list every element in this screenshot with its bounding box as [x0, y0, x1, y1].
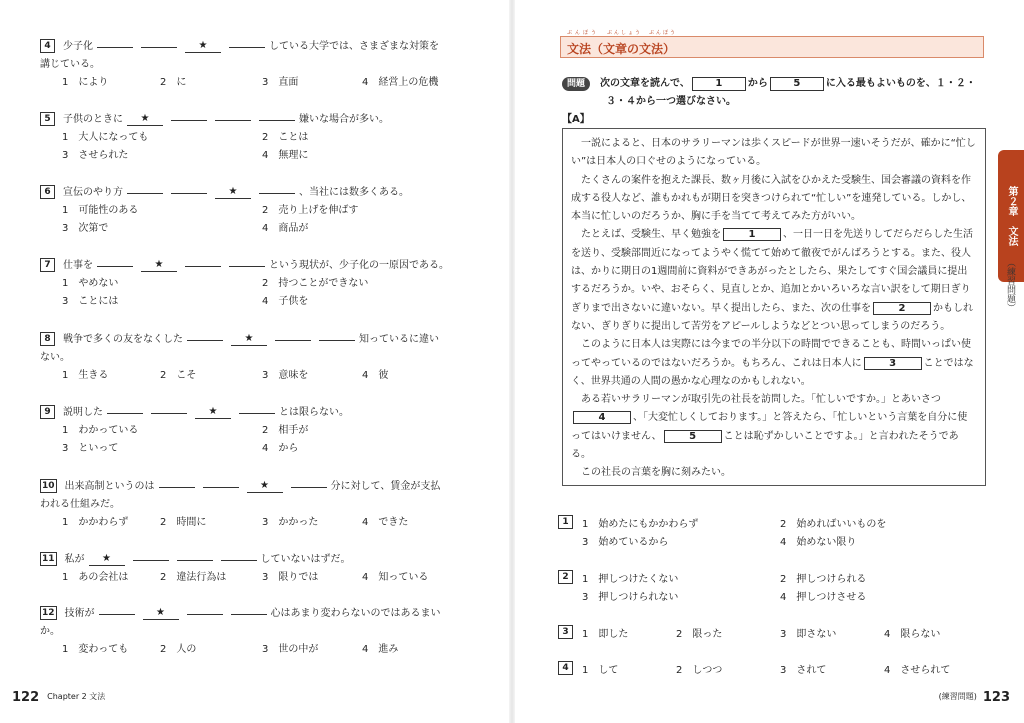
- question-11: 11 私が ★ していないはずだ。 1 あの会社は 2 違法行為は 3 限りでは 4 知っている: [40, 549, 480, 587]
- answer-blank[interactable]: [127, 182, 163, 194]
- question-number: 6: [40, 185, 55, 199]
- option[interactable]: 1 により: [62, 77, 109, 88]
- passage-blank[interactable]: 1: [723, 228, 781, 241]
- option[interactable]: 3 ことには: [62, 296, 119, 307]
- option[interactable]: 3 直面: [262, 77, 299, 88]
- options: [40, 129, 480, 147]
- options: [40, 367, 480, 385]
- options: [40, 641, 480, 659]
- option[interactable]: 4 無理に: [262, 150, 309, 161]
- option[interactable]: 1 変わっても: [62, 644, 129, 655]
- option[interactable]: 2 時間に: [160, 517, 207, 528]
- option[interactable]: 2 始めればいいものを: [780, 519, 887, 530]
- option[interactable]: 4 商品が: [262, 223, 309, 234]
- option[interactable]: 1 生きる: [62, 370, 109, 381]
- star-blank[interactable]: ★: [195, 407, 231, 419]
- option[interactable]: 4 経営上の危機: [362, 77, 439, 88]
- option[interactable]: 2 押しつけられる: [780, 574, 867, 585]
- page-footer-right: [939, 690, 1010, 705]
- answer-blank[interactable]: [239, 402, 275, 414]
- option[interactable]: 3 させられた: [62, 150, 129, 161]
- question-number: 1: [558, 515, 573, 529]
- question-5: 5 子供のときに ★ 嫌いな場合が多い。 1 大人になっても 2 ことは 3 させられた 4 無理に: [40, 109, 480, 165]
- question-10: 10 出来高制というのは ★ 分に対して、賃金が支払 われる仕組みだ。 1 かかわらず 2 時間に 3 かかった 4 できた: [40, 476, 480, 532]
- mondai-badge: 問題: [562, 77, 590, 91]
- option[interactable]: 2 こそ: [160, 370, 197, 381]
- answer-blank[interactable]: [171, 182, 207, 194]
- ruby: ぶんぽう: [567, 30, 600, 36]
- options: [40, 293, 480, 311]
- star-blank[interactable]: ★: [247, 481, 283, 493]
- option[interactable]: 1 可能性のある: [62, 205, 139, 216]
- answer-blank[interactable]: [215, 109, 251, 121]
- blank-box: 1: [692, 77, 746, 91]
- options: [40, 74, 480, 92]
- answer-blank[interactable]: [97, 36, 133, 48]
- answer-blank[interactable]: [203, 476, 239, 488]
- option[interactable]: 4 進み: [362, 644, 399, 655]
- option[interactable]: 4 させられて: [884, 665, 951, 676]
- options: [40, 202, 480, 220]
- option[interactable]: 4 彼: [362, 370, 389, 381]
- answer-blank[interactable]: [171, 109, 207, 121]
- section-title: 文法（文章の文法）: [567, 42, 676, 56]
- side-subtitle: （練習問題）: [1005, 258, 1015, 312]
- answer-blank[interactable]: [97, 255, 133, 267]
- answer-blank[interactable]: [141, 36, 177, 48]
- answer-blank[interactable]: [133, 549, 169, 561]
- star-blank[interactable]: ★: [185, 41, 221, 53]
- option[interactable]: 3 意味を: [262, 370, 309, 381]
- option[interactable]: 4 限らない: [884, 629, 941, 640]
- page-number: 123: [982, 690, 1010, 705]
- question-number: 5: [40, 112, 55, 126]
- question-7: 7 仕事を ★ という現状が、少子化の一原因である。 1 やめない 2 持つことができない 3 ことには 4 子供を: [40, 255, 480, 311]
- question-number: 11: [42, 554, 55, 564]
- answer-blank[interactable]: [229, 36, 265, 48]
- answer-blank[interactable]: [177, 549, 213, 561]
- option[interactable]: 2 持つことができない: [262, 278, 369, 289]
- option[interactable]: 3 次第で: [62, 223, 109, 234]
- option[interactable]: 2 ことは: [262, 132, 309, 143]
- option[interactable]: 4 知っている: [362, 572, 429, 583]
- question-9: 9 説明した ★ とは限らない。 1 わかっている 2 相手が 3 といって 4 から: [40, 402, 480, 458]
- section-header: [560, 30, 984, 58]
- option[interactable]: 1 大人になっても: [62, 132, 149, 143]
- answer-blank[interactable]: [99, 603, 135, 615]
- option[interactable]: 3 限りでは: [262, 572, 319, 583]
- answer-blank[interactable]: [231, 603, 267, 615]
- option[interactable]: 2 しつつ: [676, 665, 723, 676]
- question-12: 12 技術が ★ 心はあまり変わらないのではあるまい か。 1 変わっても 2 人の 3 世の中が 4 進み: [40, 603, 480, 659]
- star-blank[interactable]: ★: [143, 608, 179, 620]
- option[interactable]: 4 始めない限り: [780, 537, 857, 548]
- section-a-label: 【A】: [562, 114, 590, 125]
- option[interactable]: 1 即した: [582, 629, 629, 640]
- options: [40, 147, 480, 165]
- option[interactable]: 4 できた: [362, 517, 409, 528]
- option[interactable]: 1 やめない: [62, 278, 119, 289]
- answer-blank[interactable]: [259, 182, 295, 194]
- option[interactable]: 1 かかわらず: [62, 517, 129, 528]
- option[interactable]: 3 といって: [62, 443, 119, 454]
- passage-blank[interactable]: 3: [864, 357, 922, 370]
- options: [40, 569, 480, 587]
- question-number: 8: [40, 332, 55, 346]
- star-blank[interactable]: ★: [231, 334, 267, 346]
- option[interactable]: 1 押しつけたくない: [582, 574, 679, 585]
- question-number: 4: [558, 661, 573, 675]
- passage-blank[interactable]: 2: [873, 302, 931, 315]
- answer-blank[interactable]: [319, 329, 355, 341]
- options: [40, 514, 480, 532]
- page-number: 122: [12, 690, 40, 705]
- options: [40, 422, 480, 440]
- option[interactable]: 2 売り上げを伸ばす: [262, 205, 359, 216]
- option[interactable]: 2 に: [160, 77, 187, 88]
- answer-blank[interactable]: [259, 109, 295, 121]
- passage-blank[interactable]: 4: [573, 411, 631, 424]
- answer-blank[interactable]: [151, 402, 187, 414]
- answer-blank[interactable]: [221, 549, 257, 561]
- option[interactable]: 4 から: [262, 443, 299, 454]
- option[interactable]: 1 あの会社は: [62, 572, 129, 583]
- star-blank[interactable]: ★: [215, 187, 251, 199]
- option[interactable]: 3 押しつけられない: [582, 592, 679, 603]
- chapter-label: Chapter 2 文法: [47, 692, 106, 701]
- reading-passage: 一説によると、日本のサラリーマンは歩くスピードが世界一速いそうだが、確かに“忙しい”は日本人の口ぐせのようになっている。 たくさんの案件を抱えた課長、数ヶ月後に入試をひかえた受験生、国会審議の資料を作成する役人など、誰もかれもが期日を突きつけられて“忙しい”を連発している。しかし、本当に忙しいのだろうか、胸に手を当てて考えてみた方がいい。 たとえば、受験生、早く勉強を 1 、一日一日を先送りしてだらだらした生活を送り、受験部間近になってようやく慌てて始めて徹夜でがんばろうとする。また、役人は、かりに期日の1週間前に資料ができあがったとしたら、果たしてすぐ国会議員に提出するだろうか。いや、おそらく、見直しとか、追加とかいろいろな言い訳をして期日ぎりぎりまで出さないに違いない。早く提出したら、また、次の仕事を 2 かもしれない、ぎりぎりに提出して苦労をアピールしようなどとつい思ってしまうのだろう。 このように日本人は実際には今までの半分以下の時間でできることも、時間いっぱい使ってやっているのではないだろうか。もちろん、これは日本人に 3 ことではなく、世界共通の人間の愚かな心理なのかもしれない。 ある若いサラリーマンが取引先の社長を訪問した。「忙しいですか。」とあいさつ4 、「大変忙しくしております。」と答えたら、「忙しいという言葉を自分に使ってはいけません、 5 ことは恥ずかしいことですよ。」と言われたそうである。 この社長の言葉を胸に刻みたい。: [562, 128, 986, 486]
- option[interactable]: 1 わかっている: [62, 425, 139, 436]
- option[interactable]: 2 違法行為は: [160, 572, 227, 583]
- blank-box: 5: [770, 77, 824, 91]
- options: [40, 440, 480, 458]
- star-blank[interactable]: ★: [89, 554, 125, 566]
- options: [40, 220, 480, 238]
- option[interactable]: 2 相手が: [262, 425, 309, 436]
- answer-blank[interactable]: [291, 476, 327, 488]
- answer-blank[interactable]: [187, 603, 223, 615]
- option[interactable]: 3 即さない: [780, 629, 837, 640]
- question-number: 3: [558, 625, 573, 639]
- footer-label: (練習問題): [938, 692, 977, 701]
- answer-blank[interactable]: [275, 329, 311, 341]
- question-number: 9: [40, 405, 55, 419]
- answer-blank[interactable]: [229, 255, 265, 267]
- option[interactable]: 1 始めたにもかかわらず: [582, 519, 699, 530]
- question-number: 7: [40, 258, 55, 272]
- star-blank[interactable]: ★: [141, 260, 177, 272]
- option[interactable]: 1 して: [582, 665, 619, 676]
- question-number: 10: [42, 481, 55, 491]
- question-number: 2: [558, 570, 573, 584]
- option[interactable]: 3 かかった: [262, 517, 319, 528]
- passage-blank[interactable]: 5: [664, 430, 722, 443]
- instructions: 問題 次の文章を読んで、 1 から 5 に入る最もよいものを、１・２・ ３・４から一つ選びなさい。: [562, 75, 992, 111]
- page-footer-left: [12, 690, 105, 705]
- question-4: 4 少子化 ★ している大学では、さまざまな対策を 講じている。 1 により 2 に 3 直面 4 経営上の危機: [40, 36, 480, 92]
- option[interactable]: 4 子供を: [262, 296, 309, 307]
- star-blank[interactable]: ★: [127, 114, 163, 126]
- option[interactable]: 2 人の: [160, 644, 197, 655]
- answer-blank[interactable]: [187, 329, 223, 341]
- ruby: ぶんしょう ぶんぽう: [607, 30, 678, 36]
- chapter-side-tab: 第２章 文法: [998, 150, 1024, 282]
- option[interactable]: 3 始めているから: [582, 537, 669, 548]
- option[interactable]: 3 されて: [780, 665, 827, 676]
- option[interactable]: 4 押しつけさせる: [780, 592, 867, 603]
- right-page: [512, 0, 1024, 723]
- question-6: 6 宣伝のやり方 ★ 、当社には数多くある。 1 可能性のある 2 売り上げを伸ばす 3 次第で 4 商品が: [40, 182, 480, 238]
- option[interactable]: 3 世の中が: [262, 644, 319, 655]
- answer-blank[interactable]: [185, 255, 221, 267]
- question-number: 12: [42, 608, 55, 618]
- answer-blank[interactable]: [159, 476, 195, 488]
- question-number: 4: [40, 39, 55, 53]
- option[interactable]: 2 限った: [676, 629, 723, 640]
- answer-blank[interactable]: [107, 402, 143, 414]
- question-8: 8 戦争で多くの友をなくした ★ 知っているに違い ない。 1 生きる 2 こそ 3 意味を 4 彼: [40, 329, 480, 385]
- options: [40, 275, 480, 293]
